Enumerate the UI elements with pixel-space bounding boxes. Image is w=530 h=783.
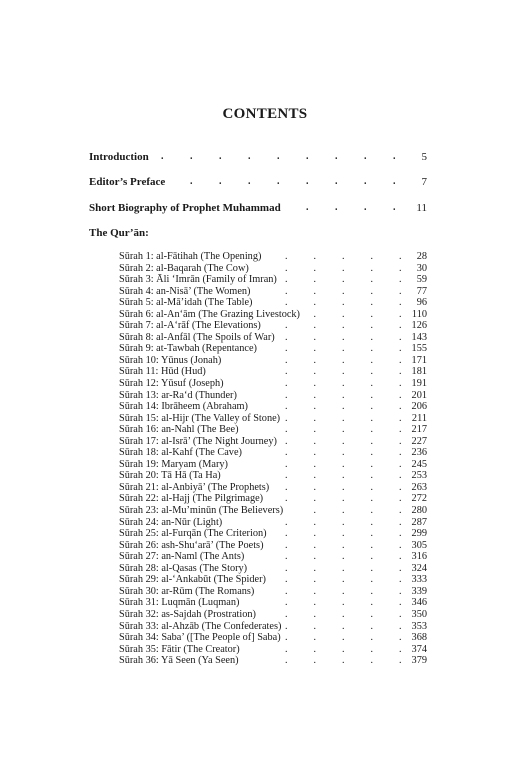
toc-entry-surah[interactable] xyxy=(119,540,427,552)
leader-dots: . . . . . xyxy=(285,447,402,459)
quran-section-heading: The Qur’ān: xyxy=(89,227,149,239)
leader-dots: . . . . . xyxy=(285,435,402,447)
toc-entry-page: 346 xyxy=(411,597,427,609)
toc-entry-page: 206 xyxy=(411,401,427,413)
leader-dots: . . . . . xyxy=(285,458,402,470)
toc-entry-surah[interactable] xyxy=(119,413,427,425)
toc-entry-label: Sūrah 34: Saba’ ([The People of] Saba) xyxy=(119,632,281,644)
toc-entry-page: 211 xyxy=(411,412,427,424)
toc-entry-surah[interactable] xyxy=(119,263,427,275)
toc-entry-page: 236 xyxy=(411,447,427,459)
toc-entry-label: Sūrah 24: an-Nūr (Light) xyxy=(119,516,223,528)
toc-entry-page: 171 xyxy=(411,354,427,366)
toc-entry-label: Sūrah 35: Fātir (The Creator) xyxy=(119,643,240,655)
toc-entry-label: Sūrah 3: Āli ‘Imrān (Family of Imran) xyxy=(119,274,277,286)
toc-entry-label: Sūrah 31: Luqmān (Luqman) xyxy=(119,597,240,609)
toc-entry-label: Sūrah 30: ar-Rūm (The Romans) xyxy=(119,585,255,597)
toc-entry-surah[interactable] xyxy=(119,355,427,367)
toc-entry-page: 191 xyxy=(411,378,427,390)
toc-entry-surah[interactable] xyxy=(119,528,427,540)
toc-entry-surah[interactable] xyxy=(119,297,427,309)
toc-entry-surah[interactable] xyxy=(119,505,427,517)
leader-dots: . . . . . . . . xyxy=(190,176,396,187)
toc-entry-surah[interactable] xyxy=(119,459,427,471)
leader-dots: . . . . . xyxy=(285,354,402,366)
toc-entry-label: Sūrah 12: Yūsuf (Joseph) xyxy=(119,378,224,390)
toc-entry-short-biography[interactable] xyxy=(89,200,427,216)
leader-dots: . . . . . xyxy=(285,539,402,551)
toc-entry-surah[interactable] xyxy=(119,251,427,263)
toc-entry-surah[interactable] xyxy=(119,517,427,529)
toc-entry-surah[interactable] xyxy=(119,563,427,575)
toc-entry-label: Sūrah 9: at-Tawbah (Repentance) xyxy=(119,343,257,355)
leader-dots: . . . . . xyxy=(285,320,402,332)
leader-dots: . . . . . xyxy=(285,274,402,286)
toc-entry-label: Sūrah 1: al-Fātihah (The Opening) xyxy=(119,251,262,262)
toc-entry-page: 11 xyxy=(416,202,427,214)
toc-entry-surah[interactable] xyxy=(119,621,427,633)
page-title: CONTENTS xyxy=(222,106,308,122)
toc-entry-surah[interactable] xyxy=(119,401,427,413)
toc-entry-label: Sūrah 20: Tā Hā (Ta Ha) xyxy=(119,470,221,482)
toc-entry-surah[interactable] xyxy=(119,309,427,321)
toc-entry-surah[interactable] xyxy=(119,424,427,436)
toc-entry-surah[interactable] xyxy=(119,609,427,621)
toc-entry-page: 333 xyxy=(411,574,427,586)
toc-entry-editors-preface[interactable] xyxy=(89,174,427,190)
toc-entry-surah[interactable] xyxy=(119,493,427,505)
leader-dots: . . . . . xyxy=(285,366,402,378)
toc-entry-label: Editor’s Preface xyxy=(89,176,166,188)
toc-entry-label: Sūrah 6: al-An‘ām (The Grazing Livestock) xyxy=(119,308,300,320)
leader-dots: . . . . . xyxy=(285,528,402,540)
leader-dots: . . . . . xyxy=(285,470,402,482)
toc-entry-label: Short Biography of Prophet Muhammad xyxy=(89,202,281,214)
leader-dots: . . . . . xyxy=(285,481,402,493)
toc-entry-page: 350 xyxy=(411,608,427,620)
leader-dots: . . . . . xyxy=(285,608,402,620)
leader-dots: . . . . xyxy=(313,308,402,320)
leader-dots: . . . . . xyxy=(285,655,402,667)
leader-dots: . . . . xyxy=(306,202,396,213)
toc-entry-surah[interactable] xyxy=(119,436,427,448)
leader-dots: . . . . . xyxy=(285,285,402,297)
toc-entry-label: Sūrah 18: al-Kahf (The Cave) xyxy=(119,447,242,459)
toc-entry-surah[interactable] xyxy=(119,378,427,390)
toc-entry-page: 353 xyxy=(411,620,427,632)
toc-entry-page: 30 xyxy=(416,262,427,274)
toc-entry-page: 316 xyxy=(411,551,427,563)
leader-dots: . . . . . xyxy=(285,297,402,309)
leader-dots: . . . . . xyxy=(285,424,402,436)
surah-list xyxy=(119,251,427,667)
toc-entry-label: Sūrah 8: al-Anfāl (The Spoils of War) xyxy=(119,331,275,343)
leader-dots: . . . . . xyxy=(285,574,402,586)
toc-entry-page: 253 xyxy=(411,470,427,482)
toc-entry-label: Sūrah 32: as-Sajdah (Prostration) xyxy=(119,608,256,620)
toc-entry-page: 305 xyxy=(411,539,427,551)
toc-entry-page: 245 xyxy=(411,458,427,470)
toc-entry-label: Sūrah 23: al-Mu’minūn (The Believers) xyxy=(119,505,284,517)
toc-entry-label: Sūrah 16: an-Nahl (The Bee) xyxy=(119,424,239,436)
leader-dots: . . . . . xyxy=(285,643,402,655)
toc-entry-page: 126 xyxy=(411,320,427,332)
toc-entry-surah[interactable] xyxy=(119,644,427,656)
toc-entry-surah[interactable] xyxy=(119,343,427,355)
toc-entry-page: 324 xyxy=(411,562,427,574)
toc-entry-page: 28 xyxy=(416,251,427,262)
toc-entry-label: Sūrah 28: al-Qasas (The Story) xyxy=(119,562,248,574)
toc-entry-page: 379 xyxy=(411,655,427,667)
toc-entry-surah[interactable] xyxy=(119,470,427,482)
leader-dots: . . . . . xyxy=(285,331,402,343)
toc-entry-page: 280 xyxy=(411,505,427,517)
toc-entry-page: 217 xyxy=(411,424,427,436)
toc-entry-surah[interactable] xyxy=(119,390,427,402)
toc-entry-label: Sūrah 11: Hūd (Hud) xyxy=(119,366,206,378)
leader-dots: . . . . . xyxy=(285,251,402,262)
leader-dots: . . . . . xyxy=(285,389,402,401)
toc-entry-page: 374 xyxy=(411,643,427,655)
toc-entry-label: Introduction xyxy=(89,151,149,163)
toc-entry-label: Sūrah 22: al-Hajj (The Pilgrimage) xyxy=(119,493,264,505)
leader-dots: . . . . . xyxy=(285,516,402,528)
leader-dots: . . . . . xyxy=(285,378,402,390)
toc-entry-label: Sūrah 10: Yūnus (Jonah) xyxy=(119,354,222,366)
toc-entry-page: 7 xyxy=(421,176,427,188)
toc-entry-label: Sūrah 7: al-A‘rāf (The Elevations) xyxy=(119,320,261,332)
toc-entry-label: Sūrah 29: al-‘Ankabūt (The Spider) xyxy=(119,574,266,586)
toc-entry-page: 77 xyxy=(416,285,427,297)
leader-dots: . . . . . xyxy=(285,620,402,632)
leader-dots: . . . . . xyxy=(285,585,402,597)
toc-entry-page: 272 xyxy=(411,493,427,505)
toc-entry-page: 201 xyxy=(411,389,427,401)
toc-entry-surah[interactable] xyxy=(119,655,427,667)
toc-entry-label: Sūrah 36: Yā Seen (Ya Seen) xyxy=(119,655,239,667)
leader-dots: . . . . . xyxy=(285,551,402,563)
toc-entry-page: 227 xyxy=(411,435,427,447)
leader-dots: . . . . . xyxy=(285,343,402,355)
toc-entry-page: 59 xyxy=(416,274,427,286)
toc-entry-label: Sūrah 27: an-Naml (The Ants) xyxy=(119,551,245,563)
toc-entry-label: Sūrah 15: al-Hijr (The Valley of Stone) xyxy=(119,412,281,424)
toc-entry-label: Sūrah 5: al-Mā’idah (The Table) xyxy=(119,297,253,309)
toc-entry-label: Sūrah 21: al-Anbiyā’ (The Prophets) xyxy=(119,481,270,493)
toc-entry-surah[interactable] xyxy=(119,332,427,344)
toc-entry-label: Sūrah 14: Ibrāheem (Abraham) xyxy=(119,401,248,413)
toc-entry-surah[interactable] xyxy=(119,320,427,332)
toc-entry-page: 96 xyxy=(416,297,427,309)
toc-entry-label: Sūrah 33: al-Ahzāb (The Confederates) xyxy=(119,620,282,632)
toc-entry-surah[interactable] xyxy=(119,274,427,286)
toc-entry-page: 339 xyxy=(411,585,427,597)
toc-entry-page: 287 xyxy=(411,516,427,528)
leader-dots: . . . . . xyxy=(285,597,402,609)
toc-entry-label: Sūrah 19: Maryam (Mary) xyxy=(119,458,228,470)
leader-dots: . . . . . xyxy=(285,562,402,574)
toc-entry-page: 368 xyxy=(411,632,427,644)
toc-entry-label: Sūrah 26: ash-Shu‘arā’ (The Poets) xyxy=(119,539,264,551)
toc-entry-surah[interactable] xyxy=(119,597,427,609)
toc-entry-page: 299 xyxy=(411,528,427,540)
toc-entry-page: 263 xyxy=(411,481,427,493)
toc-entry-label: Sūrah 13: ar-Ra‘d (Thunder) xyxy=(119,389,237,401)
toc-entry-surah[interactable] xyxy=(119,447,427,459)
toc-entry-introduction[interactable] xyxy=(89,149,427,165)
leader-dots: . . . . xyxy=(313,505,402,517)
toc-entry-surah[interactable] xyxy=(119,482,427,494)
leader-dots: . . . . . xyxy=(285,493,402,505)
leader-dots: . . . . . xyxy=(285,632,402,644)
toc-entry-surah[interactable] xyxy=(119,574,427,586)
toc-entry-page: 181 xyxy=(411,366,427,378)
toc-entry-label: Sūrah 2: al-Baqarah (The Cow) xyxy=(119,262,249,274)
toc-entry-page: 110 xyxy=(411,308,427,320)
toc-entry-page: 5 xyxy=(421,151,427,163)
toc-entry-label: Sūrah 4: an-Nisā’ (The Women) xyxy=(119,285,251,297)
toc-entry-surah[interactable] xyxy=(119,632,427,644)
toc-entry-surah[interactable] xyxy=(119,366,427,378)
leader-dots: . . . . . xyxy=(285,412,402,424)
toc-entry-label: Sūrah 25: al-Furqān (The Criterion) xyxy=(119,528,267,540)
leader-dots: . . . . . xyxy=(285,262,402,274)
toc-entry-surah[interactable] xyxy=(119,551,427,563)
toc-entry-page: 143 xyxy=(411,331,427,343)
leader-dots: . . . . . . . . . xyxy=(161,151,396,162)
toc-entry-label: Sūrah 17: al-Isrā’ (The Night Journey) xyxy=(119,435,277,447)
toc-entry-page: 155 xyxy=(411,343,427,355)
toc-entry-surah[interactable] xyxy=(119,586,427,598)
leader-dots: . . . . . xyxy=(285,401,402,413)
toc-entry-surah[interactable] xyxy=(119,286,427,298)
